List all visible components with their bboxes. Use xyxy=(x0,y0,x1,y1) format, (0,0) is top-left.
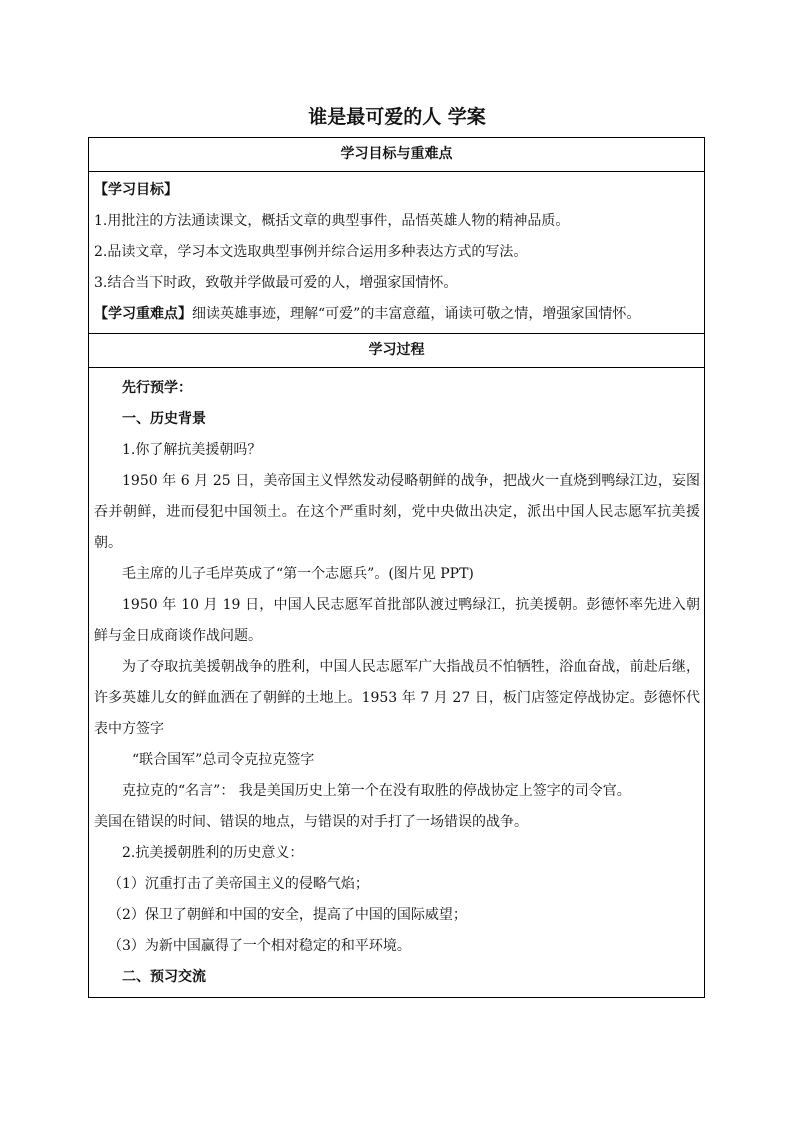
goal-item-1: 1.用批注的方法通读课文，概括文章的典型事件，品悟英雄人物的精神品质。 xyxy=(94,213,570,229)
process-cell xyxy=(89,368,705,998)
study-table xyxy=(88,137,705,998)
meaning-item-2: （2）保卫了朝鲜和中国的安全，提高了中国的国际威望； xyxy=(108,907,467,923)
history-paragraph-2: 毛主席的儿子毛岸英成了“第一个志愿兵”。(图片见 PPT) xyxy=(122,566,474,582)
key-points xyxy=(94,299,700,330)
page-title: 谁是最可爱的人 学案 xyxy=(308,106,486,128)
history-paragraph-4: 为了夺取抗美援朝战争的胜利，中国人民志愿军广大指战员不怕牺牲，浴血奋战，前赴后继，许多英雄儿女的鲜血洒在了朝鲜的土地上。1953 年 7 月 27 日，板门店签定停战协定。彭德怀代表中方签字 xyxy=(94,659,700,737)
goals-label: 【学习目标】 xyxy=(94,182,178,198)
history-paragraph-7: 美国在错误的时间、错误的地点，与错误的对手打了一场错误的战争。 xyxy=(94,814,528,830)
goal-item-2: 2.品读文章，学习本文选取典型事例并综合运用多种表达方式的写法。 xyxy=(94,244,528,260)
meaning-item-1: （1）沉重打击了美帝国主义的侵略气焰； xyxy=(108,876,369,892)
section-header-goals: 学习目标与重难点 xyxy=(89,138,705,172)
history-paragraph-5: “联合国军”总司令克拉克签字 xyxy=(132,752,315,768)
goals-cell xyxy=(89,172,705,334)
history-paragraph-3: 1950 年 10 月 19 日，中国人民志愿军首批部队渡过鸭绿江，抗美援朝。彭德怀率先进入朝鲜与金日成商谈作战问题。 xyxy=(94,597,700,644)
history-heading: 一、历史背景 xyxy=(122,411,206,427)
key-points-text: 细读英雄事迹，理解“可爱”的丰富意蕴，诵读可敬之情，增强家国情怀。 xyxy=(192,306,641,322)
history-paragraph-1: 1950 年 6 月 25 日，美帝国主义悍然发动侵略朝鲜的战争，把战火一直烧到鸭绿江边，妄图吞并朝鲜，进而侵犯中国领土。在这个严重时刻，党中央做出决定，派出中国人民志愿军抗美援朝。 xyxy=(94,473,700,551)
goal-item-3: 3.结合当下时政，致敬并学做最可爱的人，增强家国情怀。 xyxy=(94,275,458,291)
question-1: 1.你了解抗美援朝吗？ xyxy=(122,442,262,458)
preview-label: 先行预学： xyxy=(122,380,192,396)
key-points-label: 【学习重难点】 xyxy=(94,306,192,322)
meaning-item-3: （3）为新中国赢得了一个相对稳定的和平环境。 xyxy=(108,938,411,954)
section-header-process: 学习过程 xyxy=(89,334,705,368)
question-2: 2.抗美援朝胜利的历史意义： xyxy=(122,845,304,861)
exchange-heading: 二、预习交流 xyxy=(122,969,206,985)
clark-quote: 克拉克的“名言”： 我是美国历史上第一个在没有取胜的停战协定上签字的司令官。 xyxy=(122,783,631,799)
